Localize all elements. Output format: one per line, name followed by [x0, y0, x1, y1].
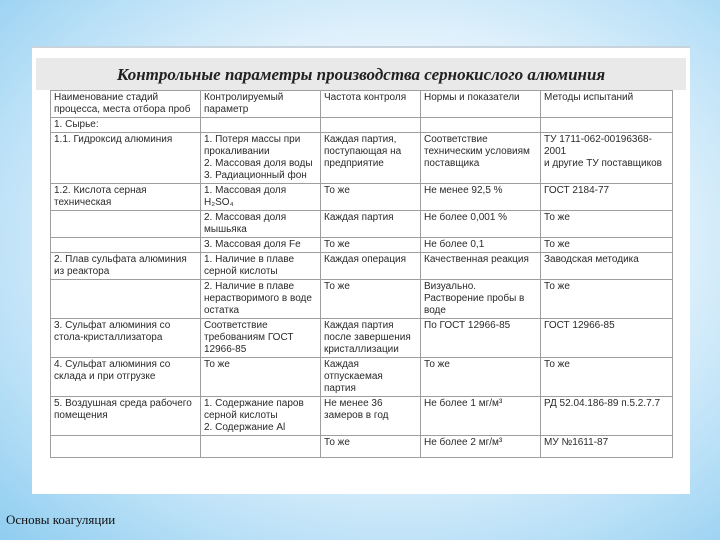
- cell: ГОСТ 2184-77: [541, 184, 673, 211]
- cell: То же: [421, 358, 541, 397]
- cell: 1.1. Гидроксид алюминия: [51, 133, 201, 184]
- cell: 1.2. Кислота серная техническая: [51, 184, 201, 211]
- cell: Визуально. Растворение пробы в воде: [421, 280, 541, 319]
- cell: ГОСТ 12966-85: [541, 319, 673, 358]
- cell: [421, 118, 541, 133]
- table-header-row: [51, 91, 673, 118]
- table-row: [51, 397, 673, 436]
- cell: ТУ 1711-062-00196368-2001 и другие ТУ поставщиков: [541, 133, 673, 184]
- cell: Не более 1 мг/м³: [421, 397, 541, 436]
- cell: Заводская методика: [541, 253, 673, 280]
- cell: 1. Сырье:: [51, 118, 201, 133]
- cell: РД 52.04.186-89 п.5.2.7.7: [541, 397, 673, 436]
- parameters-table: [50, 90, 673, 458]
- table-row: [51, 253, 673, 280]
- cell: То же: [541, 280, 673, 319]
- cell: 3. Массовая доля Fe: [201, 238, 321, 253]
- header-parameter: Контролируемый параметр: [201, 91, 321, 118]
- cell: То же: [321, 280, 421, 319]
- cell: Не более 2 мг/м³: [421, 436, 541, 458]
- cell: То же: [321, 238, 421, 253]
- cell: [201, 436, 321, 458]
- cell: 1. Содержание паров серной кислоты 2. Содержание Al: [201, 397, 321, 436]
- slide-title: Контрольные параметры производства сернокислого алюминия: [116, 65, 606, 84]
- cell: Каждая партия, поступающая на предприятие: [321, 133, 421, 184]
- cell: [51, 280, 201, 319]
- cell: [541, 118, 673, 133]
- cell: Каждая партия после завершения кристаллизации: [321, 319, 421, 358]
- cell: По ГОСТ 12966-85: [421, 319, 541, 358]
- cell: То же: [201, 358, 321, 397]
- header-norms: Нормы и показатели: [421, 91, 541, 118]
- cell: То же: [541, 211, 673, 238]
- cell: То же: [541, 358, 673, 397]
- table-row: [51, 184, 673, 211]
- cell: Не менее 92,5 %: [421, 184, 541, 211]
- table-row: [51, 358, 673, 397]
- table-row: [51, 319, 673, 358]
- table-row: [51, 238, 673, 253]
- footer-caption: Основы коагуляции: [6, 512, 116, 527]
- cell: 2. Наличие в плаве нерастворимого в воде остатка: [201, 280, 321, 319]
- cell: Каждая партия: [321, 211, 421, 238]
- cell: [321, 118, 421, 133]
- cell: 4. Сульфат алюминия со склада и при отгрузке: [51, 358, 201, 397]
- top-rule: [32, 46, 690, 48]
- cell: 1. Массовая доля H₂SO₄: [201, 184, 321, 211]
- cell: 1. Потеря массы при прокаливании 2. Массовая доля воды 3. Радиационный фон: [201, 133, 321, 184]
- cell: То же: [321, 436, 421, 458]
- table-row: [51, 280, 673, 319]
- cell: То же: [541, 238, 673, 253]
- cell: Не более 0,001 %: [421, 211, 541, 238]
- cell: МУ №1611-87: [541, 436, 673, 458]
- table-row: [51, 118, 673, 133]
- cell: [51, 211, 201, 238]
- cell: [51, 238, 201, 253]
- cell: 2. Массовая доля мышьяка: [201, 211, 321, 238]
- cell: 2. Плав сульфата алюминия из реактора: [51, 253, 201, 280]
- cell: [201, 118, 321, 133]
- cell: Соответствие требованиям ГОСТ 12966-85: [201, 319, 321, 358]
- cell: То же: [321, 184, 421, 211]
- cell: [51, 436, 201, 458]
- header-frequency: Частота контроля: [321, 91, 421, 118]
- cell: Не менее 36 замеров в год: [321, 397, 421, 436]
- table-row: [51, 211, 673, 238]
- cell: Качественная реакция: [421, 253, 541, 280]
- table-row: [51, 436, 673, 458]
- cell: Каждая отпускаемая партия: [321, 358, 421, 397]
- cell: Каждая операция: [321, 253, 421, 280]
- header-stage: Наименование стадий процесса, места отбора проб: [51, 91, 201, 118]
- cell: Не более 0,1: [421, 238, 541, 253]
- cell: Соответствие техническим условиям поставщика: [421, 133, 541, 184]
- header-methods: Методы испытаний: [541, 91, 673, 118]
- cell: 5. Воздушная среда рабочего помещения: [51, 397, 201, 436]
- cell: 3. Сульфат алюминия со стола-кристаллизатора: [51, 319, 201, 358]
- table-row: [51, 133, 673, 184]
- cell: 1. Наличие в плаве серной кислоты: [201, 253, 321, 280]
